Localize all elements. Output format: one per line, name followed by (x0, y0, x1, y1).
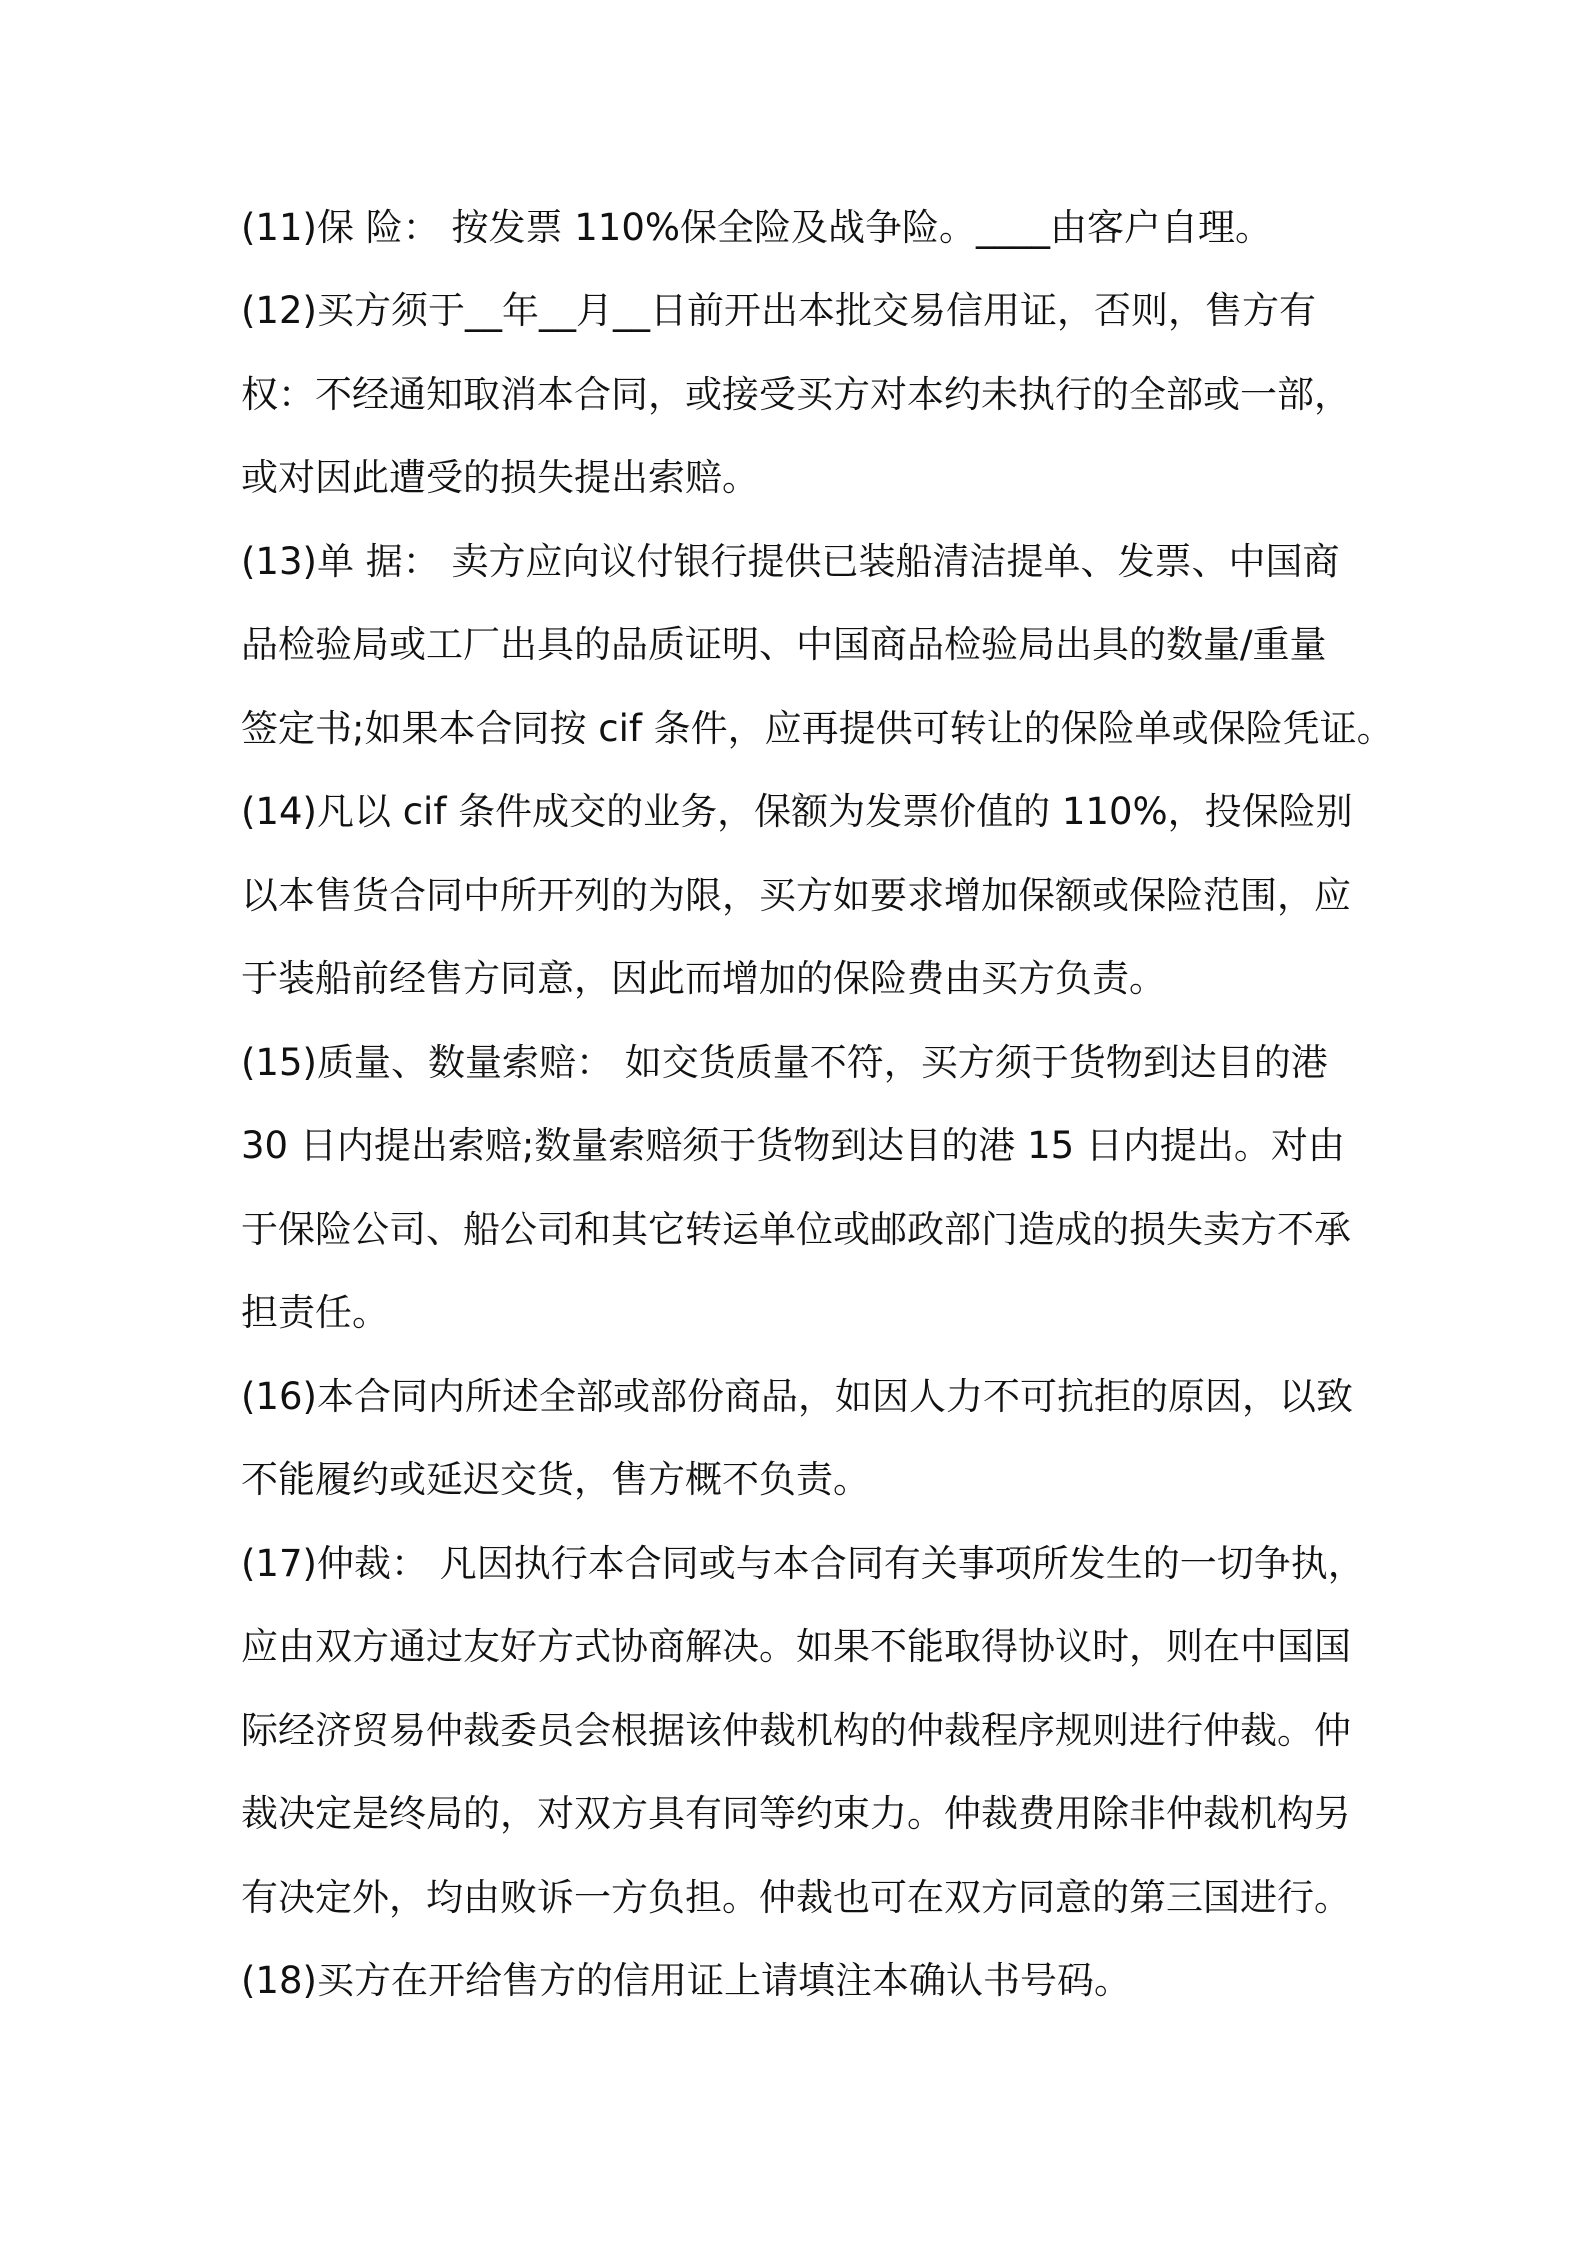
clause-15-line-2: 30 日内提出索赔;数量索赔须于货物到达目的港 15 日内提出。对由 (241, 1124, 1345, 1167)
clause-15-line-4: 担责任。 (241, 1291, 389, 1334)
clause-15-line-1: (15)质量、数量索赔： 如交货质量不符，买方须于货物到达目的港 (241, 1041, 1328, 1084)
clause-14-line-2: 以本售货合同中所开列的为限，买方如要求增加保额或保险范围，应 (241, 874, 1351, 917)
clause-13-line-2: 品检验局或工厂出具的品质证明、中国商品检验局出具的数量/重量 (241, 623, 1327, 666)
clause-17-line-5: 有决定外，均由败诉一方负担。仲裁也可在双方同意的第三国进行。 (241, 1876, 1351, 1919)
clause-14-line-3: 于装船前经售方同意，因此而增加的保险费由买方负责。 (241, 957, 1166, 1000)
clause-15-line-3: 于保险公司、船公司和其它转运单位或邮政部门造成的损失卖方不承 (241, 1208, 1351, 1251)
clause-17-line-4: 裁决定是终局的，对双方具有同等约束力。仲裁费用除非仲裁机构另 (241, 1792, 1351, 1835)
clause-11-line-1: (11)保 险： 按发票 110%保全险及战争险。____由客户自理。 (241, 206, 1273, 249)
clause-13-line-3: 签定书;如果本合同按 cif 条件，应再提供可转让的保险单或保险凭证。 (241, 707, 1394, 750)
clause-12-line-1: (12)买方须于__年__月__日前开出本批交易信用证，否则，售方有 (241, 289, 1316, 332)
clause-13-line-1: (13)单 据： 卖方应向议付银行提供已装船清洁提单、发票、中国商 (241, 540, 1340, 583)
clause-18-line-1: (18)买方在开给售方的信用证上请填注本确认书号码。 (241, 1959, 1131, 2002)
clause-16-line-2: 不能履约或延迟交货，售方概不负责。 (241, 1458, 870, 1501)
clause-14-line-1: (14)凡以 cif 条件成交的业务，保额为发票价值的 110%，投保险别 (241, 790, 1353, 833)
clause-12-line-3: 或对因此遭受的损失提出索赔。 (241, 456, 759, 499)
clause-17-line-2: 应由双方通过友好方式协商解决。如果不能取得协议时，则在中国国 (241, 1625, 1351, 1668)
clause-16-line-1: (16)本合同内所述全部或部份商品，如因人力不可抗拒的原因，以致 (241, 1375, 1353, 1418)
clause-12-line-2: 权：不经通知取消本合同，或接受买方对本约未执行的全部或一部， (241, 373, 1351, 416)
clause-17-line-3: 际经济贸易仲裁委员会根据该仲裁机构的仲裁程序规则进行仲裁。仲 (241, 1709, 1351, 1752)
clause-17-line-1: (17)仲裁： 凡因执行本合同或与本合同有关事项所发生的一切争执， (241, 1542, 1365, 1585)
